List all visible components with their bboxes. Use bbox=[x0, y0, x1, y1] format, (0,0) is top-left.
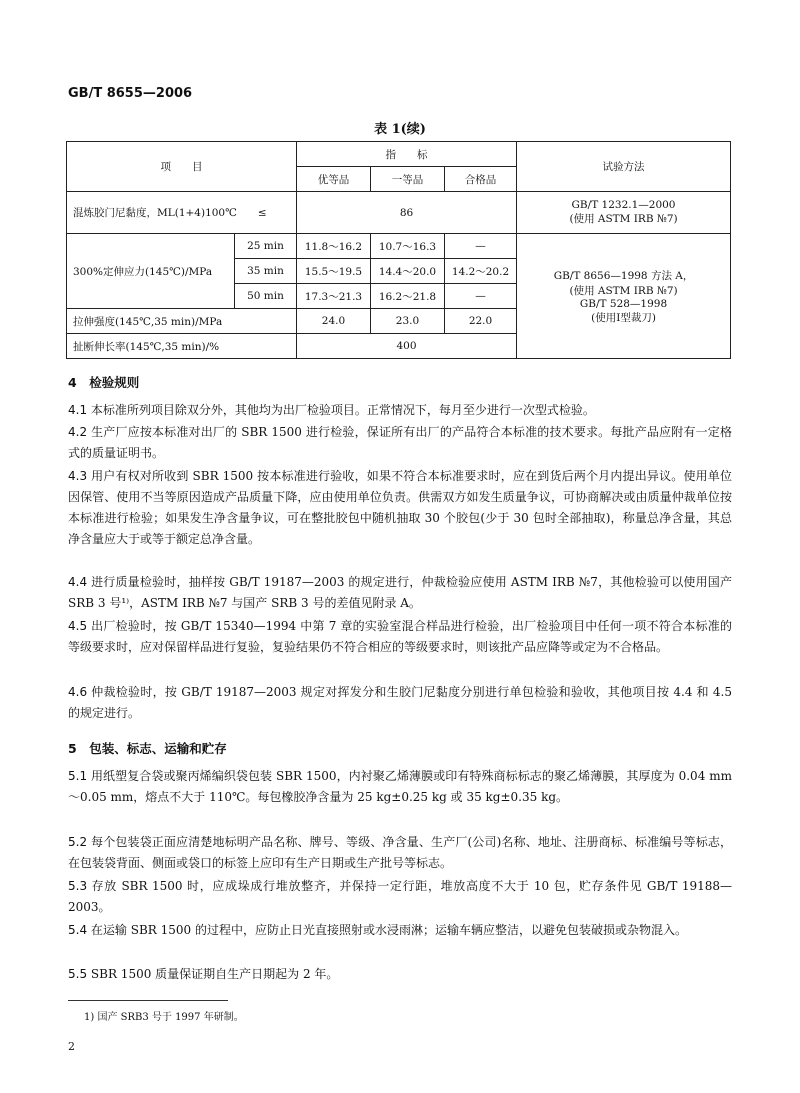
row-modulus-value: 14.2～20.2 bbox=[445, 259, 517, 284]
header-item: 项 目 bbox=[67, 142, 297, 192]
method-line: (使用Ⅰ型裁刀) bbox=[591, 311, 656, 324]
footnote-divider bbox=[68, 1000, 228, 1001]
row-modulus-value: 17.3～21.3 bbox=[297, 284, 371, 309]
clause-number: 4.2 bbox=[68, 425, 88, 439]
clause-text: 出厂检验时，按 GB/T 15340—1994 中第 7 章的实验室混合样品进行检验，出厂检验项目中任何一项不符合本标准的等级要求时，应对保留样品进行复验，复验结果仍不符合相应的等级要求时，则该批产品应降等或定为不合格品。 bbox=[68, 619, 732, 654]
row-modulus-value: 14.4～20.0 bbox=[371, 259, 445, 284]
clause-number: 4.4 bbox=[68, 575, 88, 589]
clause-number: 5.1 bbox=[68, 769, 88, 783]
clause-text: 进行质量检验时，抽样按 GB/T 19187—2003 的规定进行，仲裁检验应使用 ASTM IRB №7，其他检验可以使用国产 SRB 3 号¹⁾，ASTM IRB №7 与国产 SRB 3 号的差值见附录 A。 bbox=[68, 575, 732, 610]
clause-number: 5.3 bbox=[68, 879, 88, 893]
clause-text: 本标准所列项目除双分外，其他均为出厂检验项目。正常情况下，每月至少进行一次型式检验。 bbox=[90, 403, 595, 417]
clause-number: 4.5 bbox=[68, 619, 88, 633]
header-grade-first: 一等品 bbox=[371, 167, 445, 192]
method-line: GB/T 528—1998 bbox=[579, 297, 668, 310]
row-elongation-label: 扯断伸长率(145℃,35 min)/% bbox=[67, 334, 297, 359]
clause-4-3 bbox=[68, 466, 732, 550]
clause-text: 用纸塑复合袋或聚丙烯编织袋包装 SBR 1500，内衬聚乙烯薄膜或印有特殊商标标志的聚乙烯薄膜，其厚度为 0.04 mm～0.05 mm，熔点不大于 110℃。每包橡胶净含量为 25 kg±0.25 kg 或 35 kg±0.35 kg。 bbox=[68, 769, 732, 804]
row-modulus-method bbox=[517, 234, 731, 359]
clause-text: 仲裁检验时，按 GB/T 19187—2003 规定对挥发分和生胶门尼黏度分别进行单包检验和验收，其他项目按 4.4 和 4.5 的规定进行。 bbox=[68, 685, 732, 720]
clause-5-1 bbox=[68, 766, 732, 808]
method-line: (使用 ASTM IRB №7) bbox=[569, 213, 678, 225]
document-code: GB/T 8655—2006 bbox=[68, 86, 193, 101]
clause-number: 5.2 bbox=[68, 835, 88, 849]
row-mooney-value: 86 bbox=[297, 192, 517, 234]
row-modulus-label: 300%定伸应力(145℃)/MPa bbox=[67, 234, 235, 309]
row-modulus-time: 50 min bbox=[235, 284, 297, 309]
row-modulus-time: 35 min bbox=[235, 259, 297, 284]
clause-5-5 bbox=[68, 964, 732, 985]
method-line: GB/T 1232.1—2000 bbox=[571, 199, 676, 211]
row-modulus-time: 25 min bbox=[235, 234, 297, 259]
row-modulus-value: 11.8～16.2 bbox=[297, 234, 371, 259]
row-tensile-value: 23.0 bbox=[371, 309, 445, 334]
clause-number: 4.1 bbox=[68, 403, 88, 417]
clause-4-1 bbox=[68, 400, 732, 421]
clause-number: 4.6 bbox=[68, 685, 88, 699]
row-tensile-value: 22.0 bbox=[445, 309, 517, 334]
row-mooney-label: 混炼胶门尼黏度，ML(1+4)100℃ ≤ bbox=[67, 192, 297, 234]
clause-number: 5.4 bbox=[68, 923, 88, 937]
clause-number: 4.3 bbox=[68, 469, 88, 483]
clause-4-5 bbox=[68, 616, 732, 658]
clause-5-2 bbox=[68, 832, 732, 874]
row-modulus-value: 15.5～19.5 bbox=[297, 259, 371, 284]
clause-text: 存放 SBR 1500 时，应成垛成行堆放整齐，并保持一定行距，堆放高度不大于 10 包，贮存条件见 GB/T 19188—2003。 bbox=[68, 879, 732, 914]
clause-text: 生产厂应按本标准对出厂的 SBR 1500 进行检验，保证所有出厂的产品符合本标准的技术要求。每批产品应附有一定格式的质量证明书。 bbox=[68, 425, 732, 460]
spec-table bbox=[66, 141, 731, 359]
clause-text: SBR 1500 质量保证期自生产日期起为 2 年。 bbox=[90, 967, 339, 981]
clause-4-6 bbox=[68, 682, 732, 724]
method-line: GB/T 8656—1998 方法 A， bbox=[553, 269, 694, 282]
row-modulus-value: — bbox=[445, 234, 517, 259]
header-grade-qualified: 合格品 bbox=[445, 167, 517, 192]
clause-text: 每个包装袋正面应清楚地标明产品名称、牌号、等级、净含量、生产厂(公司)名称、地址、注册商标、标准编号等标志，在包装袋背面、侧面或袋口的标签上应印有生产日期或生产批号等标志。 bbox=[68, 835, 732, 870]
page-number: 2 bbox=[68, 1040, 75, 1053]
clause-5-4 bbox=[68, 920, 732, 941]
clause-5-3 bbox=[68, 876, 732, 918]
header-indicator: 指 标 bbox=[297, 142, 517, 167]
section-4-heading: 4 检验规则 bbox=[68, 375, 140, 390]
method-line: (使用 ASTM IRB №7) bbox=[569, 284, 678, 297]
row-elongation-value: 400 bbox=[297, 334, 517, 359]
row-mooney-method bbox=[517, 192, 731, 234]
clause-text: 用户有权对所收到 SBR 1500 按本标准进行验收，如果不符合本标准要求时，应在到货后两个月内提出异议。使用单位因保管、使用不当等原因造成产品质量下降，应由使用单位负责。供需双方如发生质量争议，可协商解决或由质量仲裁单位按本标准进行检验；如果发生净含量争议，可在整批胶包中随机抽取 30 个胶包(少于 30 包时全部抽取)，称量总净含量，其总净含量应大于或等于额定总净含量。 bbox=[68, 469, 732, 546]
header-grade-premium: 优等品 bbox=[297, 167, 371, 192]
table-title: 表 1(续) bbox=[374, 122, 426, 137]
footnote: 1) 国产 SRB3 号于 1997 年研制。 bbox=[84, 1012, 244, 1023]
row-tensile-label: 拉伸强度(145℃,35 min)/MPa bbox=[67, 309, 297, 334]
row-modulus-value: — bbox=[445, 284, 517, 309]
clause-4-2 bbox=[68, 422, 732, 464]
clause-number: 5.5 bbox=[68, 967, 88, 981]
clause-4-4 bbox=[68, 572, 732, 614]
clause-text: 在运输 SBR 1500 的过程中，应防止日光直接照射或水浸雨淋；运输车辆应整洁，以避免包装破损或杂物混入。 bbox=[90, 923, 687, 937]
header-method: 试验方法 bbox=[517, 142, 731, 192]
section-5-heading: 5 包装、标志、运输和贮存 bbox=[68, 741, 227, 756]
row-modulus-value: 16.2～21.8 bbox=[371, 284, 445, 309]
row-tensile-value: 24.0 bbox=[297, 309, 371, 334]
row-modulus-value: 10.7～16.3 bbox=[371, 234, 445, 259]
